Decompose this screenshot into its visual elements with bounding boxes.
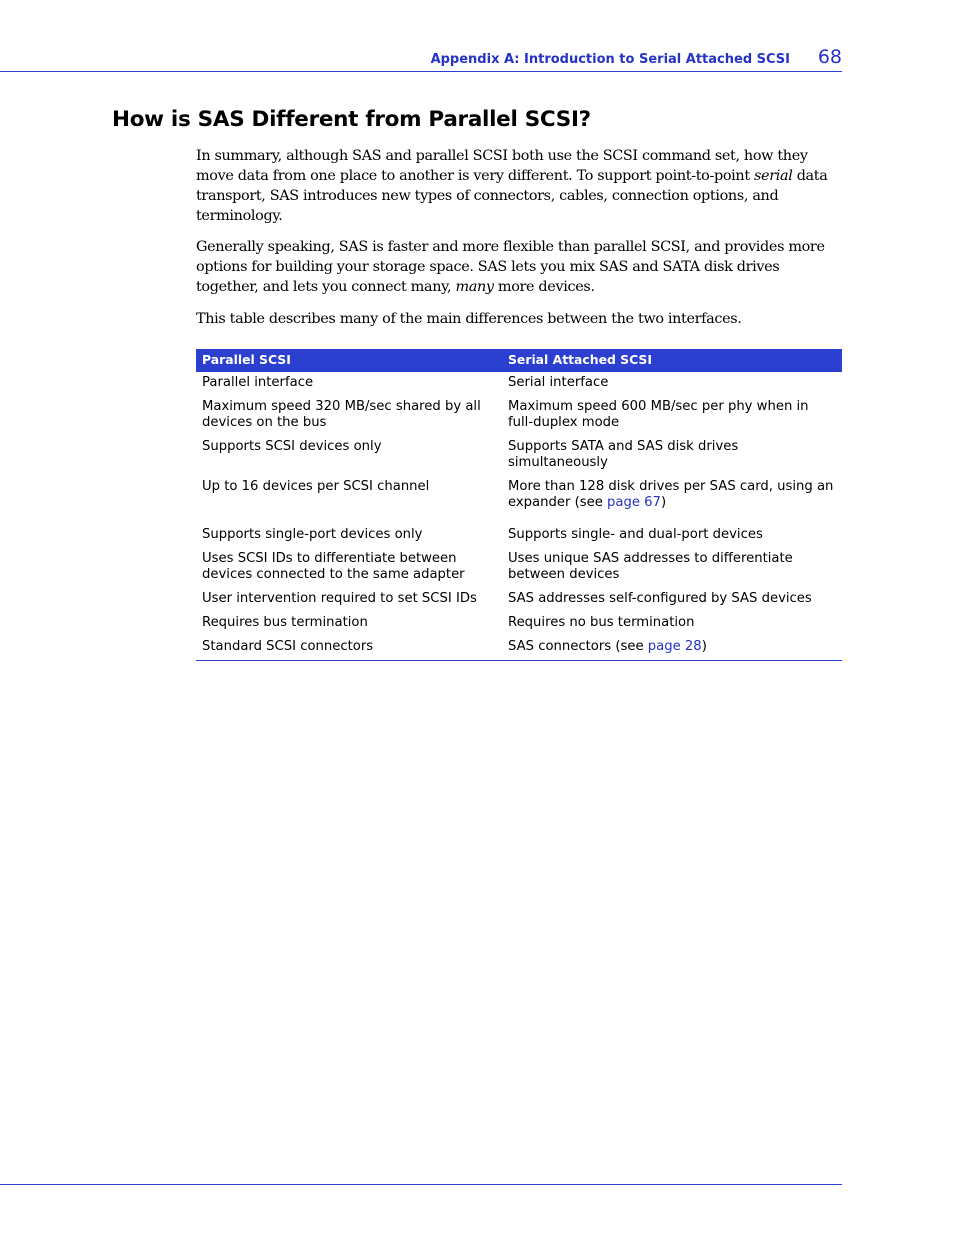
cell-text: ) — [701, 639, 707, 654]
table-row — [196, 476, 842, 524]
table-cell-parallel: Requires bus termination — [202, 615, 368, 630]
table-cell-parallel: Maximum speed 320 MB/sec shared by all devices on the bus — [202, 399, 481, 430]
paragraph-text: In summary, although SAS and parallel SCSI both use the SCSI command set, how they move data from one place to another is very different. To support point-to-point — [196, 148, 808, 184]
table-cell-serial: Serial interface — [508, 375, 609, 390]
table-cell-serial: Uses unique SAS addresses to differentiate between devices — [508, 551, 793, 582]
page-28-link[interactable]: page 28 — [647, 639, 702, 654]
column-header-serial-attached-scsi: Serial Attached SCSI — [502, 349, 842, 372]
header-chapter-title: Appendix A: Introduction to Serial Attached SCSI — [430, 52, 790, 67]
cell-text: More than 128 disk drives per SAS card, using an expander (see — [508, 479, 834, 510]
table-cell-parallel: User intervention required to set SCSI IDs — [202, 591, 477, 606]
paragraph-summary — [196, 146, 841, 226]
comparison-table — [196, 349, 842, 661]
table-row — [196, 612, 842, 636]
paragraph-text: data transport, SAS introduces new types of connectors, cables, connection options, and terminology. — [196, 168, 828, 224]
table-row — [196, 372, 842, 396]
page-title: How is SAS Different from Parallel SCSI? — [112, 107, 591, 132]
table-cell-serial: Maximum speed 600 MB/sec per phy when in full-duplex mode — [508, 399, 809, 430]
paragraph-text: Generally speaking, SAS is faster and more flexible than parallel SCSI, and provides more options for building your storage space. SAS lets you mix SAS and SATA disk drives together, and lets you connect many, — [196, 239, 825, 295]
table-row — [196, 588, 842, 612]
table-cell-serial: Supports SATA and SAS disk drives simultaneously — [508, 439, 739, 470]
table-cell-parallel: Up to 16 devices per SCSI channel — [202, 479, 430, 494]
header-page-number: 68 — [817, 46, 842, 68]
cell-text: ) — [660, 495, 667, 510]
paragraph-comparison — [196, 237, 841, 297]
table-cell-parallel: Parallel interface — [202, 375, 314, 390]
table-cell-serial: SAS addresses self-configured by SAS devices — [508, 591, 812, 606]
running-header — [0, 44, 842, 72]
table-row — [196, 436, 842, 476]
table-cell-serial: Supports single- and dual-port devices — [508, 527, 763, 542]
paragraph-text: more devices. — [493, 279, 595, 295]
table-row — [196, 524, 842, 548]
table-row — [196, 548, 842, 588]
table-row — [196, 396, 842, 436]
table-cell-parallel: Uses SCSI IDs to differentiate between devices connected to the same adapter — [202, 551, 465, 582]
emphasis-text: serial — [754, 168, 793, 184]
table-cell-parallel: Supports single-port devices only — [202, 527, 423, 542]
cell-text: SAS connectors (see — [508, 639, 648, 654]
emphasis-text: many — [455, 279, 494, 295]
table-cell-serial — [502, 476, 842, 524]
footer-rule — [0, 1184, 842, 1185]
table-cell-serial — [502, 636, 842, 661]
paragraph-table-intro: This table describes many of the main differences between the two interfaces. — [196, 311, 742, 327]
table-row — [196, 636, 842, 661]
page-67-link[interactable]: page 67 — [607, 495, 661, 510]
column-header-parallel-scsi: Parallel SCSI — [196, 349, 502, 372]
table-cell-serial: Requires no bus termination — [508, 615, 695, 630]
table-cell-parallel: Standard SCSI connectors — [202, 639, 374, 654]
table-header-row — [196, 349, 842, 372]
table-cell-parallel: Supports SCSI devices only — [202, 439, 382, 454]
